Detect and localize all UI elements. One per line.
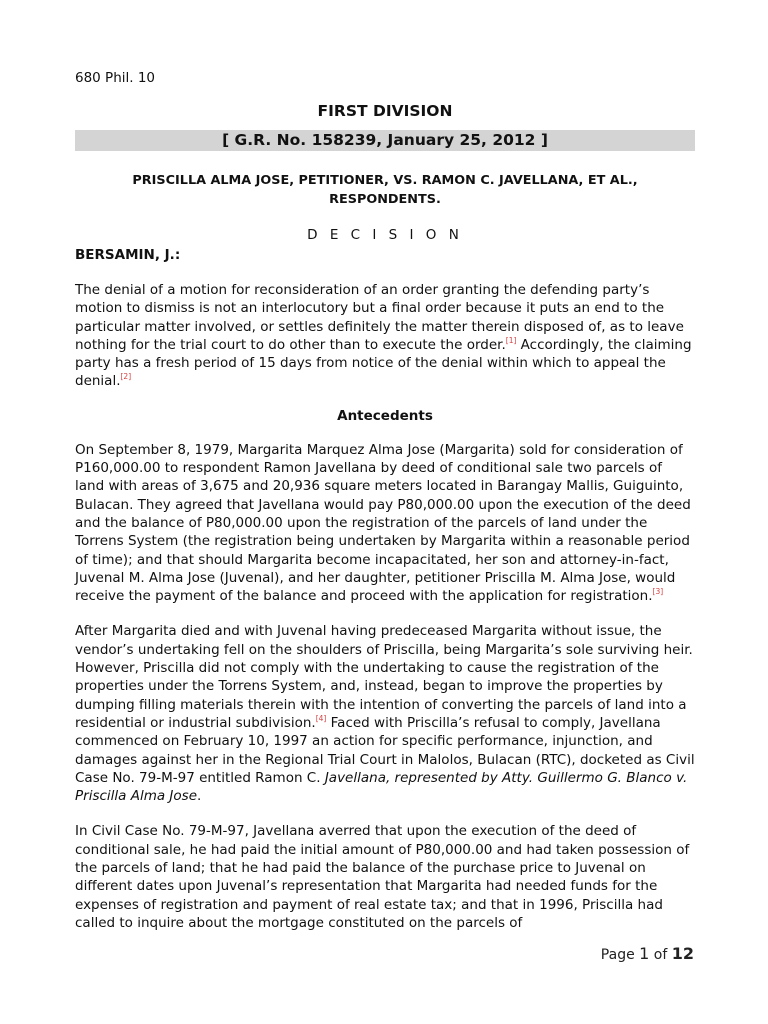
paragraph-2: [75, 622, 695, 805]
footnote-link-1[interactable]: [1]: [505, 335, 517, 345]
ponente: BERSAMIN, J.:: [75, 247, 181, 263]
page-prefix: Page: [600, 947, 640, 963]
current-page: 1: [639, 944, 650, 963]
citation: 680 Phil. 10: [75, 70, 156, 86]
footnote-link-2[interactable]: [2]: [120, 372, 132, 382]
paragraph-3-text: In Civil Case No. 79-M-97, Javellana averred that upon the execution of the deed of conditional sale, he had paid the initial amount of P80,000.00 and had taken possession of the parcels of land; that he had paid the balance of the purchase price to Juvenal on different dates upon Juvenal’s representation that Margarita had needed funds for the expenses of registration and payment of real estate tax; and that in 1996, Priscilla had called to inquire about the mortgage constituted on the parcels of: [75, 823, 690, 931]
case-title: Javellana, represented by Atty. Guillermo G. Blanco v. Priscilla Alma Jose: [75, 769, 688, 805]
intro-paragraph: [75, 281, 695, 391]
paragraph-3: [75, 822, 695, 932]
intro-text-2: Accordingly, the claiming party has a fresh period of 15 days from notice of the denial within which to appeal the denial.: [75, 336, 692, 390]
paragraph-1: [75, 441, 695, 606]
page-indicator: [601, 944, 694, 963]
footnote-link-3[interactable]: [3]: [652, 587, 664, 597]
gr-number-bar: [ G.R. No. 158239, January 25, 2012 ]: [75, 130, 695, 151]
page-of: of: [649, 947, 672, 963]
footnote-link-4[interactable]: [4]: [315, 713, 327, 723]
case-parties: PRISCILLA ALMA JOSE, PETITIONER, VS. RAMON C. JAVELLANA, ET AL., RESPONDENTS.: [132, 173, 638, 207]
paragraph-2-text-2: Faced with Priscilla’s refusal to comply, Javellana commenced on February 10, 1997 an action for specific performance, injunction, and damages against her in the Regional Trial Court in Malolos, Bulacan (RTC), docketed as Civil Case No. 79-M-97 entitled Ramon C.: [75, 714, 695, 786]
antecedents-heading: Antecedents: [337, 407, 433, 424]
paragraph-2-text-1: After Margarita died and with Juvenal having predeceased Margarita without issue, the vendor’s undertaking fell on the shoulders of Priscilla, being Margarita’s sole surviving heir. However, Priscilla did not comply with the undertaking to cause the registration of the properties under the Torrens System, and, instead, began to improve the properties by dumping filling materials therein with the intention of converting the parcels of land into a residential or industrial subdivision.: [75, 623, 693, 731]
decision-heading: D E C I S I O N: [307, 227, 463, 243]
total-pages: 12: [671, 944, 694, 963]
paragraph-1-text: On September 8, 1979, Margarita Marquez Alma Jose (Margarita) sold for consideration of P160,000.00 to respondent Ramon Javellana by deed of conditional sale two parcels of land with areas of 3,675 and 20,936 square meters located in Barangay Mallis, Guiguinto, Bulacan. They agreed that Javellana would pay P80,000.00 upon the execution of the deed and the balance of P80,000.00 upon the registration of the parcels of land under the Torrens System (the registration being undertaken by Margarita within a reasonable period of time); and that should Margarita become incapacitated, her son and attorney-in-fact, Juvenal M. Alma Jose (Juvenal), and her daughter, petitioner Priscilla M. Alma Jose, would receive the payment of the balance and proceed with the application for registration.: [75, 441, 691, 605]
intro-text-1: The denial of a motion for reconsideration of an order granting the defending party’s motion to dismiss is not an interlocutory but a final order because it puts an end to the particular matter involved, or settles definitely the matter therein disposed of, as to leave nothing for the trial court to do other than to execute the order.: [75, 282, 684, 353]
paragraph-2-end: .: [197, 788, 202, 805]
division-heading: FIRST DIVISION: [317, 102, 453, 120]
document-content: [75, 70, 695, 949]
